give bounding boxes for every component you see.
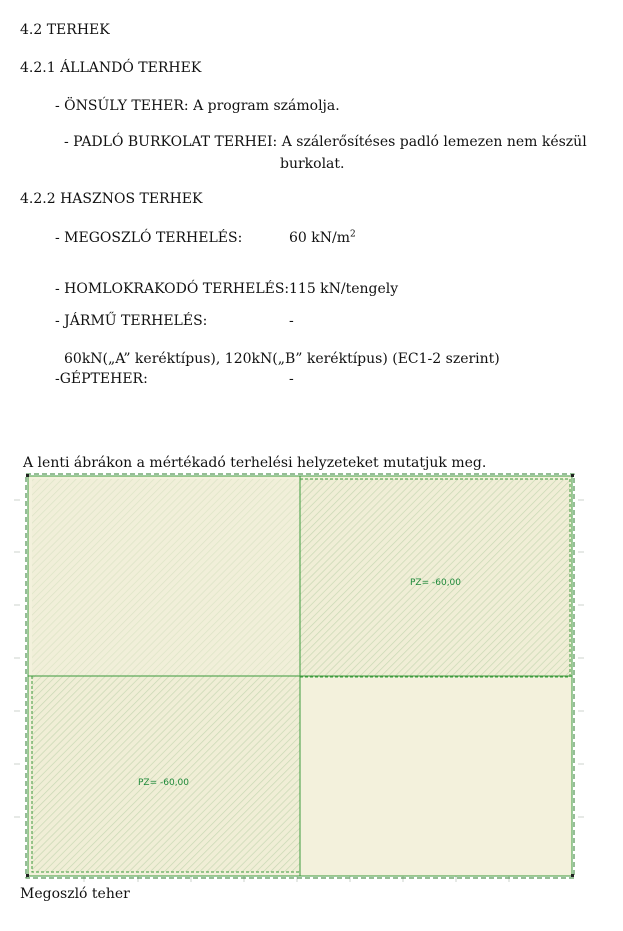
heading-4-2: 4.2 TERHEK	[20, 22, 110, 38]
homlok-label: - HOMLOKRAKODÓ TERHELÉS:	[55, 281, 290, 297]
heading-4-2-1: 4.2.1 ÁLLANDÓ TERHEK	[20, 60, 202, 76]
corner-node	[571, 874, 574, 877]
load-plan-figure	[14, 470, 584, 882]
megoszlo-value: 60 $kN/m^2$	[289, 229, 356, 246]
padlo-line-1: - PADLÓ BURKOLAT TERHEI: A szálerősítéses padló lemezen nem készül	[64, 134, 587, 150]
figure-intro: A lenti ábrákon a mértékadó terhelési helyzeteket mutatjuk meg.	[23, 455, 487, 471]
homlok-value: 115 kN/tengely	[289, 281, 399, 297]
jarmu-label: - JÁRMŰ TERHELÉS:	[55, 313, 208, 329]
load-label-bottom-left: PZ= -60,00	[138, 778, 190, 788]
padlo-line-2: burkolat.	[280, 156, 345, 172]
onsuly-line: - ÖNSÚLY TEHER: A program számolja.	[55, 98, 340, 114]
corner-node	[571, 474, 574, 477]
figure-caption: Megoszló teher	[20, 886, 130, 902]
corner-node	[26, 874, 29, 877]
heading-4-2-2: 4.2.2 HASZNOS TERHEK	[20, 191, 203, 207]
load-zone-bottom-left	[32, 676, 300, 872]
jarmu-value: -	[289, 313, 294, 329]
jarmu-detail: 60kN(„A” keréktípus), 120kN(„B” keréktípus) (EC1-2 szerint)	[64, 351, 500, 367]
unit-superscript: 2	[350, 229, 356, 240]
load-label-top-right: PZ= -60,00	[410, 578, 462, 588]
megoszlo-label: - MEGOSZLÓ TERHELÉS:	[55, 230, 243, 246]
gep-label: -GÉPTEHER:	[55, 371, 148, 387]
corner-node	[26, 474, 29, 477]
load-zone-top-left	[32, 479, 300, 676]
gep-value: -	[289, 371, 294, 387]
